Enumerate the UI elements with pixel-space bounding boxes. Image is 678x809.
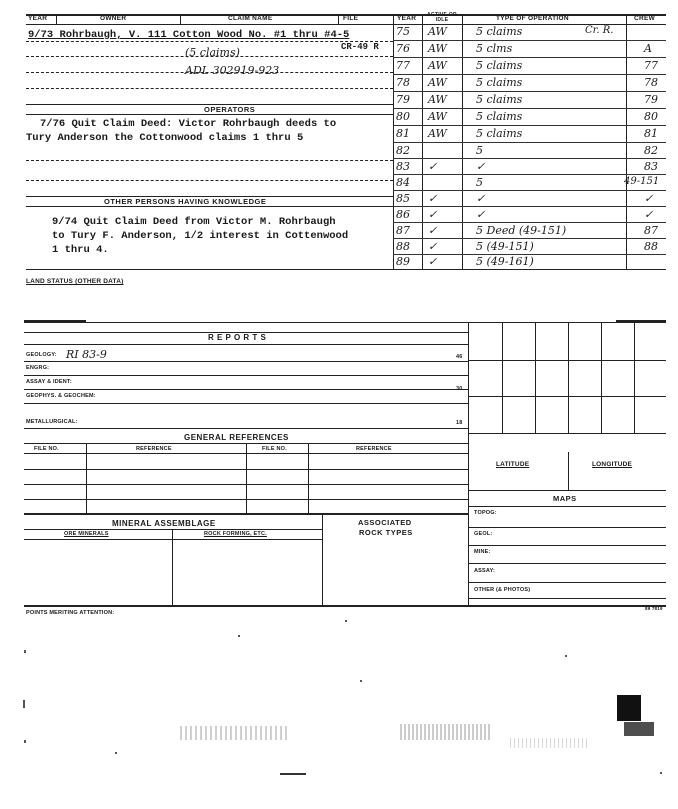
activity-status: AW bbox=[428, 93, 447, 106]
geology-label: GEOLOGY: bbox=[26, 352, 57, 358]
activity-year: 78 bbox=[396, 76, 410, 89]
latitude-label: LATITUDE bbox=[496, 461, 530, 468]
activity-year: 80 bbox=[396, 110, 410, 123]
activity-crew: 83 bbox=[644, 160, 658, 173]
activity-year: 85 bbox=[396, 192, 410, 205]
activity-year: 86 bbox=[396, 208, 410, 221]
activity-crew: 88 bbox=[644, 240, 658, 253]
activity-crew: A bbox=[644, 42, 652, 55]
header-type-of-operation: TYPE OF OPERATION bbox=[496, 15, 569, 22]
maps-other: OTHER (& PHOTOS) bbox=[474, 587, 531, 593]
activity-year: 89 bbox=[396, 255, 410, 268]
activity-status: AW bbox=[428, 59, 447, 72]
header-year: YEAR bbox=[28, 15, 48, 22]
activity-year: 81 bbox=[396, 127, 410, 140]
report-code-30: 30 bbox=[456, 386, 463, 392]
other-persons-line-3: 1 thru 4. bbox=[52, 244, 109, 256]
ref-reference-1: REFERENCE bbox=[136, 446, 172, 452]
activity-operation: 5 claims bbox=[476, 127, 523, 140]
header-active: ACTIVE OR IDLE bbox=[427, 12, 457, 23]
activity-crew: 77 bbox=[644, 59, 658, 72]
geology-value: RI 83-9 bbox=[66, 348, 107, 361]
general-references-title: GENERAL REFERENCES bbox=[184, 433, 289, 442]
activity-operation: 5 claims bbox=[476, 76, 523, 89]
activity-operation: 5 claims bbox=[476, 25, 523, 38]
header-file: FILE bbox=[343, 15, 359, 22]
activity-crew: Cr. R. bbox=[585, 25, 614, 36]
ore-minerals-label: ORE MINERALS bbox=[64, 531, 109, 537]
report-code-46: 46 bbox=[456, 354, 463, 360]
reports-title: R E P O R T S bbox=[208, 333, 267, 342]
report-code-18: 18 bbox=[456, 420, 463, 426]
land-status-label: LAND STATUS (OTHER DATA) bbox=[26, 278, 124, 285]
operators-title: OPERATORS bbox=[204, 105, 256, 114]
activity-operation: 5 bbox=[476, 144, 483, 157]
maps-topog: TOPOG: bbox=[474, 510, 497, 516]
activity-status: AW bbox=[428, 42, 447, 55]
activity-year: 87 bbox=[396, 224, 410, 237]
engrg-label: ENGRG: bbox=[26, 365, 50, 371]
activity-status: ✓ bbox=[428, 192, 438, 205]
mineral-assemblage-title: MINERAL ASSEMBLAGE bbox=[112, 519, 216, 528]
metallurgical-label: METALLURGICAL: bbox=[26, 419, 78, 425]
geophys-geochem-label: GEOPHYS. & GEOCHEM: bbox=[26, 393, 96, 399]
associated-label: ASSOCIATED bbox=[358, 518, 412, 527]
claims-count-note: (5 claims) bbox=[185, 46, 240, 59]
other-persons-line-2: to Tury F. Anderson, 1/2 interest in Cottenwood bbox=[52, 230, 349, 242]
activity-status: ✓ bbox=[428, 224, 438, 237]
header-claim-name: CLAIM NAME bbox=[228, 15, 273, 22]
activity-operation: 5 claims bbox=[476, 110, 523, 123]
other-persons-line-1: 9/74 Quit Claim Deed from Victor M. Rohrbaugh bbox=[52, 216, 336, 228]
activity-crew: 82 bbox=[644, 144, 658, 157]
rock-types-label: ROCK TYPES bbox=[359, 528, 413, 537]
adl-number: ADL 302919-923 bbox=[185, 64, 280, 77]
activity-year: 79 bbox=[396, 93, 410, 106]
activity-operation: 5 claims bbox=[476, 59, 523, 72]
activity-year: 76 bbox=[396, 42, 410, 55]
maps-mine: MINE: bbox=[474, 549, 491, 555]
maps-assay: ASSAY: bbox=[474, 568, 496, 574]
activity-status: ✓ bbox=[428, 208, 438, 221]
activity-crew: 81 bbox=[644, 127, 658, 140]
activity-operation: ✓ bbox=[476, 192, 486, 205]
ref-file-no-1: FILE NO. bbox=[34, 446, 59, 452]
points-meriting-label: POINTS MERITING ATTENTION: bbox=[26, 610, 115, 616]
other-persons-title: OTHER PERSONS HAVING KNOWLEDGE bbox=[104, 197, 267, 206]
activity-operation: 5 clms bbox=[476, 42, 513, 55]
activity-status: ✓ bbox=[428, 255, 438, 268]
activity-operation: ✓ bbox=[476, 160, 486, 173]
activity-operation: 5 claims bbox=[476, 93, 523, 106]
activity-year: 83 bbox=[396, 160, 410, 173]
activity-crew: 79 bbox=[644, 93, 658, 106]
activity-status: AW bbox=[428, 76, 447, 89]
header-owner: OWNER bbox=[100, 15, 127, 22]
activity-crew: 49-151 bbox=[624, 176, 660, 187]
activity-status: AW bbox=[428, 25, 447, 38]
activity-crew: 78 bbox=[644, 76, 658, 89]
activity-operation: 5 (49-151) bbox=[476, 240, 534, 253]
ref-file-no-2: FILE NO. bbox=[262, 446, 287, 452]
activity-operation: 5 bbox=[476, 176, 483, 189]
activity-year: 88 bbox=[396, 240, 410, 253]
activity-status: ✓ bbox=[428, 240, 438, 253]
activity-year: 75 bbox=[396, 25, 410, 38]
operators-line-2: Tury Anderson the Cottonwood claims 1 thru 5 bbox=[26, 132, 304, 144]
header-year-2: YEAR bbox=[397, 15, 417, 22]
activity-crew: ✓ bbox=[644, 192, 654, 205]
activity-operation: 5 Deed (49-151) bbox=[476, 224, 567, 237]
form-number: 89 7819 bbox=[645, 606, 663, 611]
header-crew: CREW bbox=[634, 15, 656, 22]
claim-file-number: CR-49 R bbox=[341, 42, 379, 52]
assay-ident-label: ASSAY & IDENT: bbox=[26, 379, 72, 385]
activity-operation: 5 (49-161) bbox=[476, 255, 534, 268]
maps-geol: GEOL: bbox=[474, 531, 493, 537]
activity-crew: ✓ bbox=[644, 208, 654, 221]
activity-status: ✓ bbox=[428, 160, 438, 173]
activity-status: AW bbox=[428, 110, 447, 123]
activity-year: 84 bbox=[396, 176, 410, 189]
activity-year: 77 bbox=[396, 59, 410, 72]
activity-crew: 87 bbox=[644, 224, 658, 237]
operators-line-1: 7/76 Quit Claim Deed: Victor Rohrbaugh deeds to bbox=[40, 118, 337, 130]
rock-forming-label: ROCK FORMING, ETC. bbox=[204, 531, 267, 537]
longitude-label: LONGITUDE bbox=[592, 461, 633, 468]
activity-crew: 80 bbox=[644, 110, 658, 123]
activity-operation: ✓ bbox=[476, 208, 486, 221]
ref-reference-2: REFERENCE bbox=[356, 446, 392, 452]
activity-year: 82 bbox=[396, 144, 410, 157]
claim-entry-line: 9/73 Rohrbaugh, V. 111 Cotton Wood No. #1 thru #4-5 bbox=[28, 29, 350, 41]
activity-status: AW bbox=[428, 127, 447, 140]
maps-title: MAPS bbox=[553, 494, 577, 503]
